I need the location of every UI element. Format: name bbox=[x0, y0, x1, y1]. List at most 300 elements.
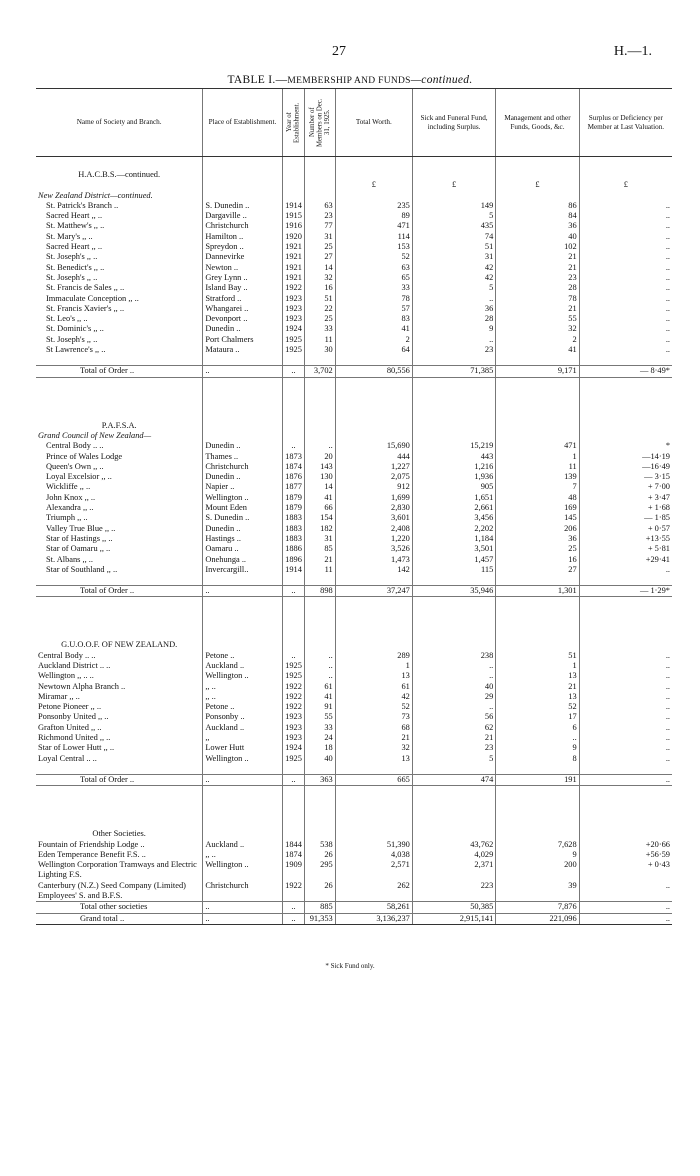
section-title-other bbox=[36, 826, 672, 839]
empty-cell bbox=[305, 191, 335, 201]
cell-sick: 115 bbox=[412, 565, 495, 575]
cell-name: Fountain of Friendship Lodge .. bbox=[38, 839, 145, 849]
cell-sick: 4,029 bbox=[412, 850, 495, 860]
cell-surplus: .. bbox=[579, 201, 672, 211]
total-sick: 50,385 bbox=[412, 902, 495, 913]
empty-cell bbox=[412, 167, 495, 180]
section-title-hacbs-text: H.A.C.B.S.—continued. bbox=[78, 170, 161, 179]
cell-place: Dunedin .. bbox=[203, 472, 282, 482]
total-year: .. bbox=[282, 586, 305, 597]
cell-mgmt: 169 bbox=[496, 503, 579, 513]
cell-place: ,, bbox=[203, 733, 282, 743]
cell-year: 1925 bbox=[282, 335, 305, 345]
cell-place: Auckland .. bbox=[203, 840, 282, 850]
cell-sick: 2,661 bbox=[412, 503, 495, 513]
cell-year: 1874 bbox=[282, 850, 305, 860]
empty-cell bbox=[335, 431, 412, 441]
cell-name: St. Leo's ,, .. bbox=[46, 314, 88, 324]
cell-sick: 56 bbox=[412, 712, 495, 722]
table-row bbox=[36, 493, 672, 503]
cell-mgmt: 78 bbox=[496, 294, 579, 304]
cell-worth: 61 bbox=[335, 682, 412, 692]
document-code: H.—1. bbox=[613, 44, 652, 59]
table-row bbox=[36, 335, 672, 345]
cell-sick: 31 bbox=[412, 252, 495, 262]
total-surplus: .. bbox=[579, 913, 672, 924]
cell-members: 25 bbox=[305, 242, 335, 252]
total-sick: 2,915,141 bbox=[412, 913, 495, 924]
total-members: 885 bbox=[305, 902, 335, 913]
empty-cell bbox=[203, 431, 282, 441]
cell-mgmt: 139 bbox=[496, 472, 579, 482]
cell-name: Prince of Wales Lodge bbox=[46, 451, 123, 461]
cell-place: Christchurch bbox=[203, 881, 282, 902]
grand-total-row bbox=[36, 913, 672, 924]
empty-cell bbox=[579, 597, 672, 618]
table-row bbox=[36, 263, 672, 273]
empty-cell bbox=[412, 806, 495, 826]
empty-cell bbox=[305, 167, 335, 180]
cell-year: 1923 bbox=[282, 723, 305, 733]
cell-worth: 68 bbox=[335, 723, 412, 733]
cell-surplus: — 3·15 bbox=[579, 472, 672, 482]
empty-cell bbox=[36, 398, 203, 418]
total-row-pafsa bbox=[36, 586, 672, 597]
cell-sick: 28 bbox=[412, 314, 495, 324]
empty-cell bbox=[335, 377, 412, 398]
total-worth: 58,261 bbox=[335, 902, 412, 913]
cell-members: 11 bbox=[305, 335, 335, 345]
cell-year: 1874 bbox=[282, 462, 305, 472]
cell-surplus: .. bbox=[579, 314, 672, 324]
empty-cell bbox=[335, 826, 412, 839]
cell-worth: 57 bbox=[335, 304, 412, 314]
cell-year: 1914 bbox=[282, 201, 305, 211]
cell-members: 27 bbox=[305, 252, 335, 262]
cell-place: Oamaru .. bbox=[203, 544, 282, 554]
table-row bbox=[36, 712, 672, 722]
table-row bbox=[36, 743, 672, 753]
cell-members: 26 bbox=[305, 881, 335, 902]
cell-place: Mataura .. bbox=[203, 345, 282, 355]
cell-surplus: + 3·47 bbox=[579, 493, 672, 503]
cell-name: Star of Oamaru ,, .. bbox=[46, 544, 111, 554]
cell-members: 63 bbox=[305, 201, 335, 211]
cell-sick: 443 bbox=[412, 452, 495, 462]
cell-surplus: .. bbox=[579, 702, 672, 712]
cell-mgmt: 86 bbox=[496, 201, 579, 211]
cell-worth: 4,038 bbox=[335, 850, 412, 860]
table-row bbox=[36, 860, 672, 881]
cell-place: Wellington .. bbox=[203, 671, 282, 681]
cell-surplus: + 0·57 bbox=[579, 524, 672, 534]
empty-cell bbox=[335, 786, 412, 807]
cell-place: Dannevirke bbox=[203, 252, 282, 262]
table-row bbox=[36, 252, 672, 262]
total-mgmt: 191 bbox=[496, 774, 579, 785]
empty-cell bbox=[579, 637, 672, 650]
cell-members: 41 bbox=[305, 692, 335, 702]
cell-name: Sacred Heart ,, .. bbox=[46, 242, 103, 252]
empty-cell bbox=[203, 398, 282, 418]
cell-year: 1921 bbox=[282, 263, 305, 273]
cell-place: Devonport .. bbox=[203, 314, 282, 324]
table-row bbox=[36, 232, 672, 242]
cell-year: 1914 bbox=[282, 565, 305, 575]
table-row bbox=[36, 840, 672, 850]
cell-sick: .. bbox=[412, 294, 495, 304]
cell-name: Canterbury (N.Z.) Seed Company (Limited) Employees' S. and B.F.S. bbox=[38, 880, 186, 901]
empty-cell bbox=[496, 157, 579, 168]
total-label: Total of Order .. bbox=[36, 774, 203, 785]
cell-members: 14 bbox=[305, 263, 335, 273]
col-header-place: Place of Establishment. bbox=[203, 89, 282, 157]
cell-surplus: .. bbox=[579, 754, 672, 764]
empty-cell bbox=[305, 637, 335, 650]
cell-members: 31 bbox=[305, 534, 335, 544]
cell-surplus: .. bbox=[579, 232, 672, 242]
section-title-pafsa bbox=[36, 418, 672, 431]
cell-place: Mount Eden bbox=[203, 503, 282, 513]
empty-cell bbox=[305, 355, 335, 366]
cell-year: 1877 bbox=[282, 482, 305, 492]
cell-members: 130 bbox=[305, 472, 335, 482]
cell-sick: .. bbox=[412, 661, 495, 671]
cell-worth: 13 bbox=[335, 671, 412, 681]
table-row bbox=[36, 273, 672, 283]
table-row bbox=[36, 294, 672, 304]
total-surplus: — 8·49* bbox=[579, 366, 672, 377]
empty-cell bbox=[36, 597, 203, 618]
cell-worth: 2,571 bbox=[335, 860, 412, 881]
empty-cell bbox=[282, 764, 305, 775]
cell-sick: 149 bbox=[412, 201, 495, 211]
cell-name: St. Joseph's ,, .. bbox=[46, 272, 98, 282]
cell-mgmt: 40 bbox=[496, 232, 579, 242]
cell-place: S. Dunedin .. bbox=[203, 513, 282, 523]
spacer-row bbox=[36, 786, 672, 807]
cell-year: 1925 bbox=[282, 754, 305, 764]
cell-place: Invercargill.. bbox=[203, 565, 282, 575]
table-row bbox=[36, 304, 672, 314]
cell-mgmt: 52 bbox=[496, 702, 579, 712]
empty-cell bbox=[282, 398, 305, 418]
cell-name: St. Joseph's ,, .. bbox=[46, 252, 98, 262]
empty-cell bbox=[203, 617, 282, 637]
cell-mgmt: 102 bbox=[496, 242, 579, 252]
cell-year: 1886 bbox=[282, 544, 305, 554]
cell-sick: 435 bbox=[412, 221, 495, 231]
empty-cell bbox=[496, 806, 579, 826]
cell-place: Ponsonby .. bbox=[203, 712, 282, 722]
cell-members: 30 bbox=[305, 345, 335, 355]
empty-cell bbox=[412, 764, 495, 775]
cell-worth: 3,526 bbox=[335, 544, 412, 554]
cell-name: Loyal Excelsior ,, .. bbox=[46, 472, 112, 482]
section-title-guoof-text: G.U.O.O.F. OF NEW ZEALAND. bbox=[61, 640, 178, 650]
empty-cell bbox=[282, 806, 305, 826]
table-row bbox=[36, 651, 672, 661]
cell-year: 1916 bbox=[282, 221, 305, 231]
cell-mgmt: 17 bbox=[496, 712, 579, 722]
total-row-guoof bbox=[36, 774, 672, 785]
cell-sick: 1,457 bbox=[412, 555, 495, 565]
empty-cell bbox=[335, 637, 412, 650]
total-worth: 665 bbox=[335, 774, 412, 785]
cell-members: .. bbox=[305, 651, 335, 661]
cell-name: Grafton United ,, .. bbox=[38, 722, 102, 732]
empty-cell bbox=[282, 786, 305, 807]
cell-members: 66 bbox=[305, 503, 335, 513]
cell-members: 143 bbox=[305, 462, 335, 472]
cell-surplus: .. bbox=[579, 294, 672, 304]
section-title-other-text: Other Societies. bbox=[92, 829, 146, 839]
cell-members: 16 bbox=[305, 283, 335, 293]
cell-year: 1921 bbox=[282, 273, 305, 283]
empty-cell bbox=[305, 786, 335, 807]
section-subtitle-pafsa bbox=[36, 431, 672, 441]
empty-cell bbox=[412, 157, 495, 168]
table-row bbox=[36, 565, 672, 575]
empty-cell bbox=[282, 377, 305, 398]
cell-members: 91 bbox=[305, 702, 335, 712]
cell-name: Alexandra ,, .. bbox=[46, 503, 94, 513]
total-mgmt: 1,301 bbox=[496, 586, 579, 597]
total-worth: 37,247 bbox=[335, 586, 412, 597]
empty-cell bbox=[305, 826, 335, 839]
cell-worth: 32 bbox=[335, 743, 412, 753]
cell-place: Onehunga .. bbox=[203, 555, 282, 565]
currency-symbol: £ bbox=[412, 180, 495, 190]
empty-cell bbox=[203, 764, 282, 775]
section-title-hacbs bbox=[36, 167, 672, 180]
cell-sick: .. bbox=[412, 335, 495, 345]
total-mgmt: 221,096 bbox=[496, 913, 579, 924]
cell-place: Spreydon .. bbox=[203, 242, 282, 252]
cell-worth: 153 bbox=[335, 242, 412, 252]
cell-worth: 73 bbox=[335, 712, 412, 722]
cell-mgmt: 7 bbox=[496, 482, 579, 492]
cell-worth: 471 bbox=[335, 221, 412, 231]
empty-cell bbox=[496, 637, 579, 650]
cell-name: Wickliffe ,, .. bbox=[46, 482, 91, 492]
cell-mgmt: 13 bbox=[496, 692, 579, 702]
currency-symbol: £ bbox=[579, 180, 672, 190]
cell-name: Valley True Blue ,, .. bbox=[46, 523, 116, 533]
empty-cell bbox=[412, 355, 495, 366]
cell-mgmt: 9 bbox=[496, 743, 579, 753]
cell-surplus: .. bbox=[579, 723, 672, 733]
cell-year: 1879 bbox=[282, 503, 305, 513]
cell-worth: 1,473 bbox=[335, 555, 412, 565]
table-row bbox=[36, 452, 672, 462]
col-header-members: Number of Members on Dec. 31, 1925. bbox=[305, 89, 335, 157]
currency-row bbox=[36, 180, 672, 190]
cell-surplus: .. bbox=[579, 335, 672, 345]
cell-mgmt: 39 bbox=[496, 881, 579, 902]
table-row bbox=[36, 702, 672, 712]
cell-name: Miramar ,, .. bbox=[38, 691, 80, 701]
col-header-mgmt: Management and other Funds, Goods, &c. bbox=[496, 89, 579, 157]
empty-cell bbox=[305, 431, 335, 441]
cell-place: Dunedin .. bbox=[203, 524, 282, 534]
cell-members: 40 bbox=[305, 754, 335, 764]
empty-cell bbox=[335, 597, 412, 618]
cell-worth: 52 bbox=[335, 702, 412, 712]
table-row bbox=[36, 555, 672, 565]
cell-year: 1883 bbox=[282, 513, 305, 523]
cell-mgmt: 51 bbox=[496, 651, 579, 661]
cell-worth: 3,601 bbox=[335, 513, 412, 523]
empty-cell bbox=[282, 617, 305, 637]
empty-cell bbox=[496, 617, 579, 637]
empty-cell bbox=[579, 191, 672, 201]
cell-year: 1921 bbox=[282, 252, 305, 262]
table-row bbox=[36, 524, 672, 534]
empty-cell bbox=[282, 575, 305, 586]
table-row bbox=[36, 201, 672, 211]
total-sick: 474 bbox=[412, 774, 495, 785]
cell-worth: 1,699 bbox=[335, 493, 412, 503]
cell-name: Star of Hastings ,, .. bbox=[46, 533, 113, 543]
cell-name: Star of Southland ,, .. bbox=[46, 564, 118, 574]
cell-place: Dunedin .. bbox=[203, 324, 282, 334]
cell-surplus: +13·55 bbox=[579, 534, 672, 544]
cell-surplus: .. bbox=[579, 651, 672, 661]
cell-year: 1883 bbox=[282, 534, 305, 544]
cell-name: Immaculate Conception ,, .. bbox=[46, 293, 139, 303]
table-row bbox=[36, 754, 672, 764]
empty-cell bbox=[579, 431, 672, 441]
cell-members: 85 bbox=[305, 544, 335, 554]
cell-year: .. bbox=[282, 441, 305, 451]
empty-cell bbox=[305, 398, 335, 418]
cell-worth: 1,220 bbox=[335, 534, 412, 544]
cell-place: Port Chalmers bbox=[203, 335, 282, 345]
table-row bbox=[36, 692, 672, 702]
cell-sick: 5 bbox=[412, 211, 495, 221]
empty-cell bbox=[36, 786, 203, 807]
table-row bbox=[36, 314, 672, 324]
cell-members: 18 bbox=[305, 743, 335, 753]
cell-members: 77 bbox=[305, 221, 335, 231]
table-row bbox=[36, 441, 672, 451]
cell-year: 1922 bbox=[282, 692, 305, 702]
table-row bbox=[36, 544, 672, 554]
cell-mgmt: 206 bbox=[496, 524, 579, 534]
cell-place: ,, .. bbox=[203, 692, 282, 702]
cell-mgmt: .. bbox=[496, 733, 579, 743]
cell-mgmt: 2 bbox=[496, 335, 579, 345]
empty-cell bbox=[496, 398, 579, 418]
table-row bbox=[36, 534, 672, 544]
table-row bbox=[36, 324, 672, 334]
cell-place: ,, .. bbox=[203, 850, 282, 860]
cell-year: 1923 bbox=[282, 294, 305, 304]
header-row bbox=[36, 89, 672, 157]
cell-year: 1923 bbox=[282, 304, 305, 314]
cell-surplus: .. bbox=[579, 263, 672, 273]
spacer-row bbox=[36, 377, 672, 398]
cell-surplus: .. bbox=[579, 221, 672, 231]
total-members: 3,702 bbox=[305, 366, 335, 377]
empty-cell bbox=[412, 617, 495, 637]
empty-cell bbox=[36, 617, 203, 637]
cell-year: 1873 bbox=[282, 452, 305, 462]
empty-cell bbox=[579, 418, 672, 431]
cell-name: Queen's Own ,, .. bbox=[46, 461, 104, 471]
cell-place: Newton .. bbox=[203, 263, 282, 273]
cell-sick: 62 bbox=[412, 723, 495, 733]
cell-year: 1876 bbox=[282, 472, 305, 482]
empty-cell bbox=[203, 786, 282, 807]
cell-sick: 29 bbox=[412, 692, 495, 702]
section-title-guoof bbox=[36, 637, 672, 650]
cell-place: Whangarei .. bbox=[203, 304, 282, 314]
cell-name: Richmond United ,, .. bbox=[38, 733, 111, 743]
total-sick: 71,385 bbox=[412, 366, 495, 377]
empty-cell bbox=[412, 637, 495, 650]
empty-cell bbox=[579, 377, 672, 398]
total-place: .. bbox=[203, 586, 282, 597]
spacer-row bbox=[36, 157, 672, 168]
cell-sick: 5 bbox=[412, 283, 495, 293]
cell-worth: 15,690 bbox=[335, 441, 412, 451]
total-place: .. bbox=[203, 366, 282, 377]
cell-worth: 912 bbox=[335, 482, 412, 492]
cell-worth: 235 bbox=[335, 201, 412, 211]
empty-cell bbox=[579, 398, 672, 418]
cell-surplus: .. bbox=[579, 273, 672, 283]
empty-cell bbox=[579, 157, 672, 168]
total-label: Total of Order .. bbox=[36, 366, 203, 377]
cell-members: 25 bbox=[305, 314, 335, 324]
cell-year: 1921 bbox=[282, 242, 305, 252]
cell-mgmt: 1 bbox=[496, 661, 579, 671]
empty-cell bbox=[579, 806, 672, 826]
cell-sick: .. bbox=[412, 671, 495, 681]
cell-members: 21 bbox=[305, 555, 335, 565]
cell-mgmt: 41 bbox=[496, 345, 579, 355]
cell-place: Lower Hutt bbox=[203, 743, 282, 753]
cell-surplus: .. bbox=[579, 242, 672, 252]
cell-sick: 36 bbox=[412, 304, 495, 314]
empty-cell bbox=[412, 575, 495, 586]
cell-mgmt: 23 bbox=[496, 273, 579, 283]
total-label: Total of Order .. bbox=[36, 586, 203, 597]
total-year: .. bbox=[282, 902, 305, 913]
cell-sick: 223 bbox=[412, 881, 495, 902]
cell-sick: 5 bbox=[412, 754, 495, 764]
empty-cell bbox=[282, 597, 305, 618]
cell-surplus: * bbox=[579, 441, 672, 451]
total-sick: 35,946 bbox=[412, 586, 495, 597]
cell-worth: 89 bbox=[335, 211, 412, 221]
empty-cell bbox=[335, 764, 412, 775]
empty-cell bbox=[412, 826, 495, 839]
cell-mgmt: 13 bbox=[496, 671, 579, 681]
cell-worth: 13 bbox=[335, 754, 412, 764]
spacer-row bbox=[36, 617, 672, 637]
empty-cell bbox=[282, 637, 305, 650]
cell-members: 11 bbox=[305, 565, 335, 575]
table-row bbox=[36, 242, 672, 252]
cell-surplus: +20·66 bbox=[579, 840, 672, 850]
empty-cell bbox=[496, 418, 579, 431]
cell-place: Auckland .. bbox=[203, 723, 282, 733]
total-year: .. bbox=[282, 913, 305, 924]
empty-cell bbox=[579, 617, 672, 637]
